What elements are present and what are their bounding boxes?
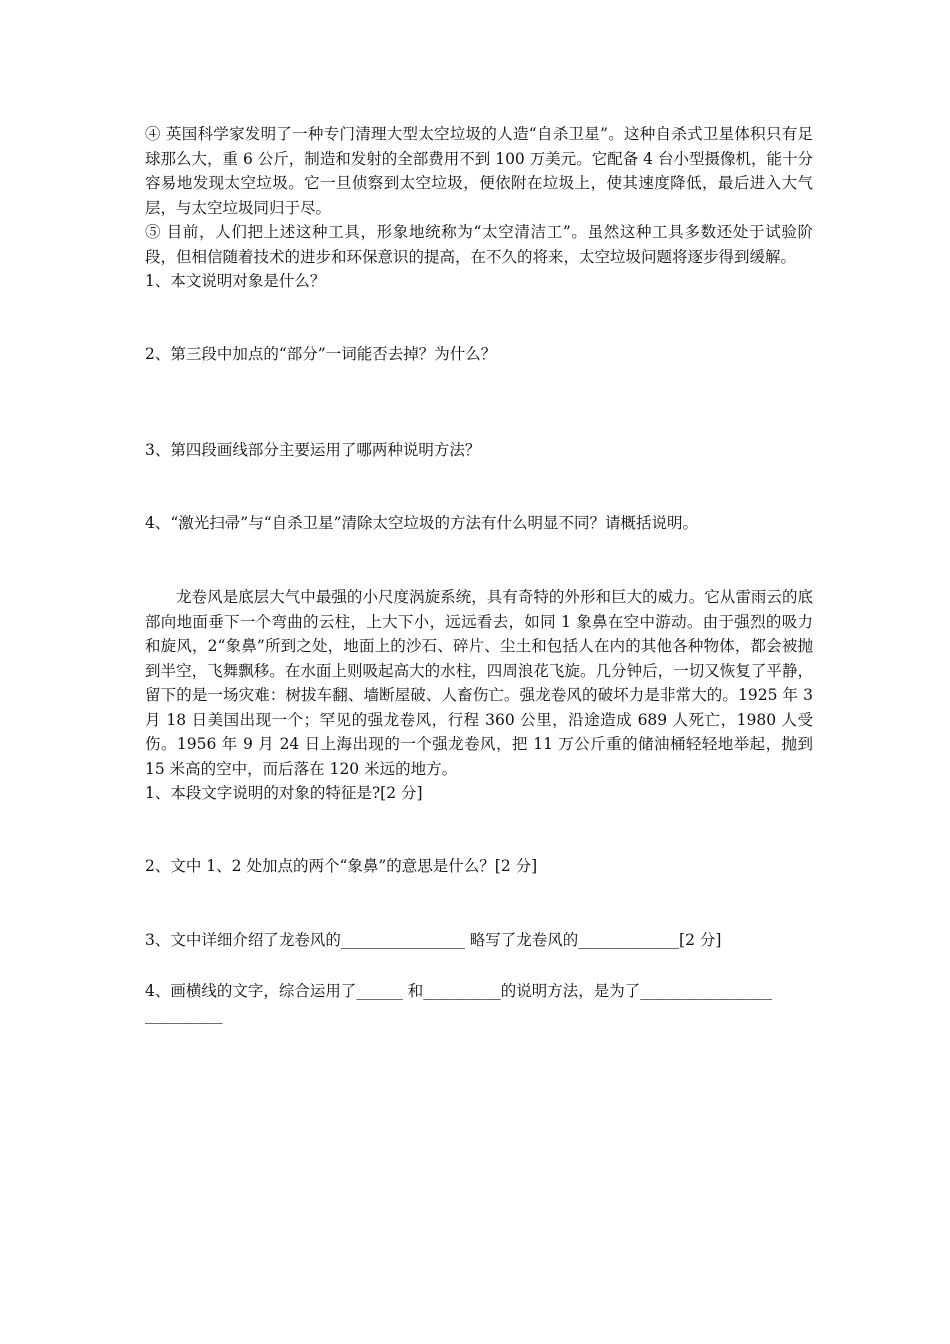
paragraph-4: ④ 英国科学家发明了一种专门清理大型太空垃圾的人造“自杀卫星”。这种自杀式卫星体积只有足球那么大，重 6 公斤，制造和发射的全部费用不到 100 万美元。它配备 4 台小型摄像机，能十分容易地发现太空垃圾。它一旦侦察到太空垃圾，便依附在垃圾上，使其速度降低，最后进入大气层，与太空垃圾同归于尽。	[145, 125, 813, 217]
tornado-passage: 龙卷风是底层大气中最强的小尺度涡旋系统，具有奇特的外形和巨大的威力。它从雷雨云的底部向地面垂下一个弯曲的云柱，上大下小，远远看去，如同 1 象鼻在空中游动。由于强烈的吸力和旋风，2“象鼻”所到之处，地面上的沙石、碎片、尘土和包括人在内的其他各种物体，都会被抛到半空，飞舞飘移。在水面上则吸起高大的水柱，四周浪花飞旋。几分钟后，一切又恢复了平静，留下的是一场灾难：树拔车翻、墙断屋破、人畜伤亡。强龙卷风的破坏力是非常大的。1925 年 3 月 18 日美国出现一个；罕见的强龙卷风，行程 360 公里，沿途造成 689 人死亡，1980 人受伤。1956 年 9 月 24 日上海出现的一个强龙卷风，把 11 万公斤重的储油桶轻轻地举起，抛到 15 米高的空中，而后落在 120 米远的地方。	[145, 588, 813, 778]
answer-space	[145, 953, 813, 979]
question-2-3: 3、文中详细介绍了龙卷风的________________ 略写了龙卷风的_____________[2 分]	[145, 931, 722, 949]
paragraph-5: ⑤ 目前，人们把上述这种工具，形象地统称为“太空清洁工”。虽然这种工具多数还处于试验阶段，但相信随着技术的进步和环保意识的提高，在不久的将来，太空垃圾问题将逐步得到缓解。	[145, 223, 813, 266]
answer-space	[145, 806, 813, 854]
question-2-4: 4、画横线的文字，综合运用了______ 和__________的说明方法，是为了_________________ __________	[145, 981, 773, 1024]
question-1-4: 4、“激光扫帚”与“自杀卫星”清除太空垃圾的方法有什么明显不同？请概括说明。	[145, 513, 699, 532]
answer-space	[145, 366, 813, 438]
answer-space	[145, 535, 813, 585]
question-2-1: 1、本段文字说明的对象的特征是?[2 分]	[145, 784, 423, 802]
answer-space	[145, 878, 813, 928]
question-1-2: 2、第三段中加点的“部分”一词能否去掉？为什么？	[145, 344, 497, 363]
question-2-2: 2、文中 1、2 处加点的两个“象鼻”的意思是什么？[2 分]	[145, 856, 538, 875]
document-page	[145, 122, 813, 1028]
answer-space	[145, 294, 813, 342]
question-1-1: 1、本文说明对象是什么？	[145, 272, 326, 290]
question-1-3: 3、第四段画线部分主要运用了哪两种说明方法？	[145, 441, 481, 459]
answer-space	[145, 463, 813, 511]
